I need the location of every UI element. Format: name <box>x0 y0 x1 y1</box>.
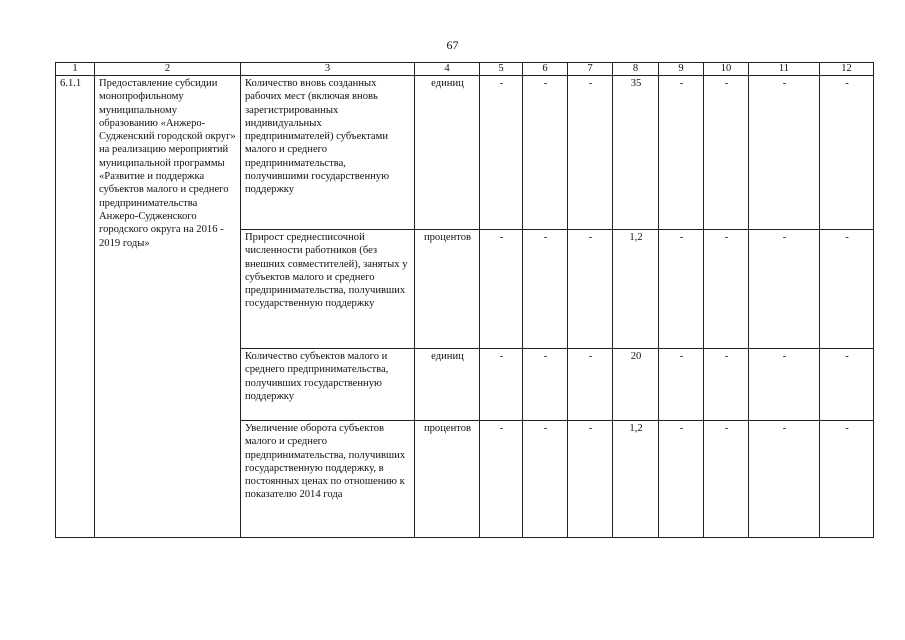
column-number: 1 <box>56 63 95 76</box>
value-cell: 20 <box>613 349 659 421</box>
unit-cell: процентов <box>415 421 480 538</box>
value-cell: - <box>480 230 523 349</box>
unit-cell: процентов <box>415 230 480 349</box>
value-cell: - <box>568 421 613 538</box>
value-cell: - <box>568 76 613 230</box>
value-cell: - <box>820 349 874 421</box>
column-number: 9 <box>659 63 704 76</box>
indicators-table <box>55 62 874 538</box>
column-number: 7 <box>568 63 613 76</box>
column-number: 8 <box>613 63 659 76</box>
value-cell: - <box>659 421 704 538</box>
value-cell: - <box>523 349 568 421</box>
value-cell: - <box>820 76 874 230</box>
indicator-name: Количество вновь созданных рабочих мест (включая вновь зарегистрированных индивидуальных предпринимателей) субъектами малого и среднего предпринимательства, получившими государственную поддержку <box>241 76 415 230</box>
value-cell: - <box>480 421 523 538</box>
value-cell: - <box>704 76 749 230</box>
value-cell: 1,2 <box>613 421 659 538</box>
indicator-name: Увеличение оборота субъектов малого и среднего предпринимательства, получивших государственную поддержку, в постоянных ценах по отношению к показателю 2014 года <box>241 421 415 538</box>
value-cell: - <box>659 349 704 421</box>
column-number-row <box>56 63 874 76</box>
value-cell: - <box>523 230 568 349</box>
unit-cell: единиц <box>415 349 480 421</box>
indicator-name: Количество субъектов малого и среднего предпринимательства, получивших государственную поддержку <box>241 349 415 421</box>
program-name: Предоставление субсидии монопрофильному муниципальному образованию «Анжеро-Судженский городской округ» на реализацию мероприятий муниципальной программы «Развитие и поддержка субъектов малого и среднего предпринимательства Анжеро-Судженского городского округа на 2016 - 2019 годы» <box>95 76 241 538</box>
indicator-name: Прирост среднесписочной численности работников (без внешних совместителей), занятых у субъектов малого и среднего предпринимательства, получивших государственную поддержку <box>241 230 415 349</box>
value-cell: - <box>523 421 568 538</box>
value-cell: - <box>749 76 820 230</box>
value-cell: - <box>659 230 704 349</box>
value-cell: - <box>480 76 523 230</box>
value-cell: - <box>820 421 874 538</box>
value-cell: - <box>568 230 613 349</box>
column-number: 2 <box>95 63 241 76</box>
program-code: 6.1.1 <box>56 76 95 538</box>
value-cell: - <box>749 421 820 538</box>
column-number: 11 <box>749 63 820 76</box>
value-cell: - <box>749 349 820 421</box>
value-cell: - <box>704 421 749 538</box>
value-cell: - <box>704 230 749 349</box>
value-cell: - <box>480 349 523 421</box>
column-number: 4 <box>415 63 480 76</box>
value-cell: - <box>749 230 820 349</box>
value-cell: 35 <box>613 76 659 230</box>
page-number: 67 <box>446 38 459 52</box>
table-row <box>56 76 874 230</box>
value-cell: - <box>568 349 613 421</box>
value-cell: 1,2 <box>613 230 659 349</box>
column-number: 12 <box>820 63 874 76</box>
value-cell: - <box>659 76 704 230</box>
column-number: 10 <box>704 63 749 76</box>
value-cell: - <box>523 76 568 230</box>
value-cell: - <box>820 230 874 349</box>
value-cell: - <box>704 349 749 421</box>
unit-cell: единиц <box>415 76 480 230</box>
column-number: 6 <box>523 63 568 76</box>
column-number: 3 <box>241 63 415 76</box>
column-number: 5 <box>480 63 523 76</box>
